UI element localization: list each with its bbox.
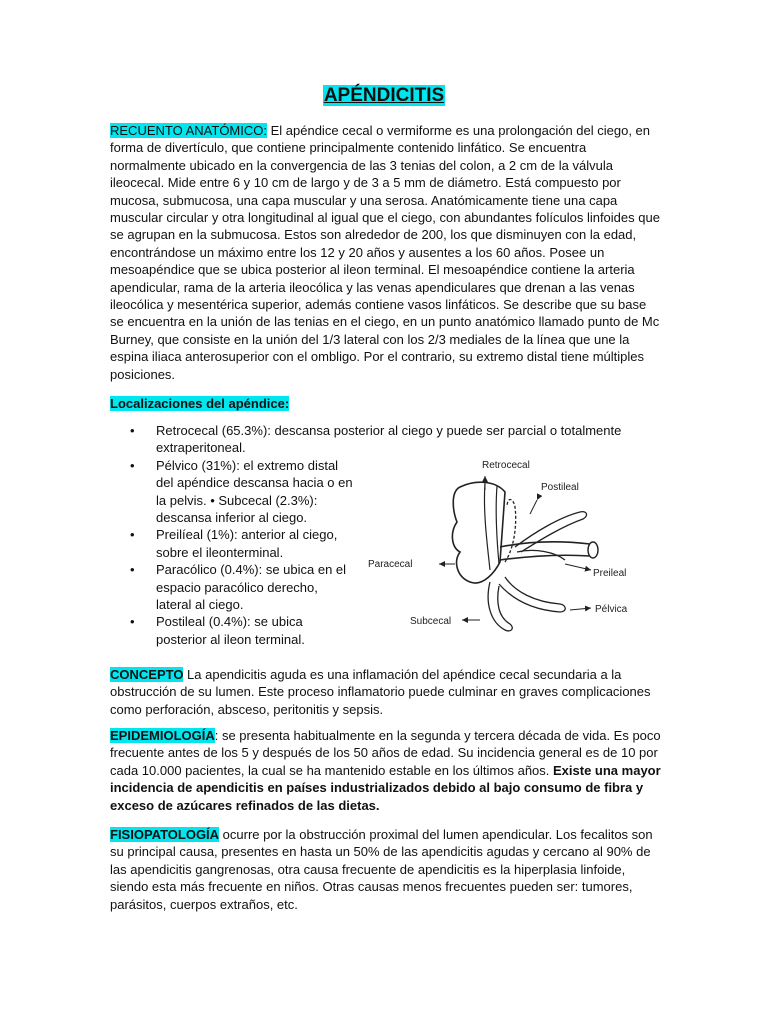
title-text: APÉNDICITIS — [323, 85, 445, 106]
epidemiologia-paragraph — [110, 727, 662, 814]
localizaciones-heading: Localizaciones del apéndice: — [110, 396, 290, 411]
page-title — [0, 84, 768, 108]
concepto-paragraph — [110, 666, 662, 718]
list-item: • Retrocecal (65.3%): descansa posterior al ciego y puede ser parcial o totalmente extraperitoneal. — [110, 422, 650, 457]
label-retrocecal: Retrocecal — [482, 460, 530, 471]
list-item: • Preilíeal (1%): anterior al ciego, sobre el ileonterminal. — [110, 526, 356, 561]
label-paracecal: Paracecal — [368, 559, 413, 570]
list-item: • Paracólico (0.4%): se ubica en el espacio paracólico derecho, lateral al ciego. — [110, 561, 356, 613]
epidemiologia-text: : se presenta habitualmente en la segunda y tercera década de vida. Es poco frecuente antes de los 5 y después de los 50 años de edad. Su incidencia general es de 10 por cada 10.000 pacientes, la cual se ha mantenido estable en los últimos años. — [110, 728, 661, 778]
epidemiologia-heading: EPIDEMIOLOGÍA — [110, 728, 215, 743]
fisiopatologia-paragraph — [110, 826, 662, 913]
fisiopatologia-heading: FISIOPATOLOGÍA — [110, 827, 220, 842]
recuento-paragraph — [110, 122, 662, 383]
localizaciones-heading-line — [110, 395, 662, 412]
label-pelvica: Pélvica — [595, 604, 628, 615]
list-item: • Postileal (0.4%): se ubica posterior al ileon terminal. — [110, 613, 356, 648]
list-item: • Pélvico (31%): el extremo distal del apéndice descansa hacia o en la pelvis. • Subcecal (2.3%): descansa inferior al ciego. — [110, 457, 356, 527]
concepto-heading: CONCEPTO — [110, 667, 184, 682]
epidemiologia-bold-text: Existe una mayor incidencia de apendicitis en países industrializados debido al bajo consumo de fibra y exceso de azúcares refinados de las dietas. — [110, 762, 661, 813]
recuento-text: El apéndice cecal o vermiforme es una prolongación del ciego, en forma de divertículo, que contiene principalmente contenido linfático. Se encuentra normalmente ubicado en la convergencia de las 3 tenias del colon, a 2 cm de la válvula ileocecal. Mide entre 6 y 10 cm de largo y de 3 a 5 mm de diámetro. Está compuesto por mucosa, submucosa, una capa muscular y una serosa. Anatómicamente tiene una capa muscular circular y otra longitudinal al igual que el ciego, con abundantes folículos linfoides que se agrupan en la submucosa. Estos son alrededor de 200, los que disminuyen con la edad, encontrándose un máximo entre los 12 y 20 años y ausentes a los 60 años. Posee un mesoapéndice que se ubica posterior al ileon terminal. El mesoapéndice contiene la arteria apendicular, rama de la arteria ileocólica y las venas apendiculares que drenan a las venas ileocólica y mesentérica superior, además contiene vasos linfáticos. Se describe que su base se encuentra en la unión de las tenias en el ciego, en un punto anatómico llamado punto de Mc Burney, que consiste en la unión del 1/3 lateral con los 2/3 mediales de la línea que une la espina iliaca anterosuperior con el ombligo. Por el contrario, su extremo distal tiene múltiples posiciones. — [110, 123, 660, 382]
label-preileal: Preileal — [593, 568, 627, 579]
recuento-heading: RECUENTO ANATÓMICO: — [110, 123, 267, 138]
label-subcecal: Subcecal — [410, 616, 452, 627]
appendix-positions-diagram — [365, 452, 665, 652]
fisiopatologia-text: ocurre por la obstrucción proximal del lumen apendicular. Los fecalitos son su principal causa, presentes en hasta un 50% de las apendicitis agudas y cercano al 90% de las apendicitis gangrenosas, otra causa frecuente de apendicitis es la hiperplasia linfoide, siendo esta más frecuente en niños. Otras causas menos frecuentes pueden ser: tumores, parásitos, cuerpos extraños, etc. — [110, 827, 653, 912]
label-postileal: Postileal — [541, 482, 579, 493]
concepto-text: La apendicitis aguda es una inflamación del apéndice cecal secundaria a la obstrucción de su lumen. Este proceso inflamatorio puede culminar en graves complicaciones como perforación, absceso, peritonitis y sepsis. — [110, 667, 651, 717]
